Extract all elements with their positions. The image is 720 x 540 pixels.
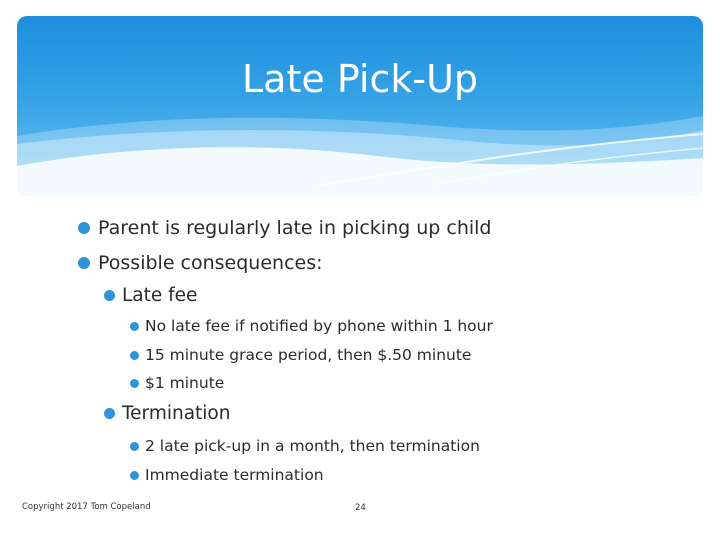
- bullet-icon: [130, 379, 139, 388]
- sub-sub-bullet: [130, 437, 480, 455]
- bullet-icon: [104, 408, 115, 419]
- title-banner: [17, 16, 703, 196]
- page-number: 24: [355, 503, 366, 513]
- bullet-text: No late fee if notified by phone within 1 hour: [145, 317, 493, 335]
- bullet-text: Immediate termination: [145, 466, 324, 484]
- bullet-text: Termination: [122, 403, 231, 424]
- bullet-text: Possible consequences:: [98, 252, 323, 274]
- sub-bullet-termination: [104, 403, 230, 424]
- bullet-icon: [130, 442, 139, 451]
- bullet-icon: [104, 290, 115, 301]
- bullet-text: Parent is regularly late in picking up child: [98, 217, 492, 239]
- bullet-icon: [130, 322, 139, 331]
- bullet-text: Late fee: [122, 285, 198, 306]
- sub-sub-bullet: [130, 466, 324, 484]
- sub-bullet-late-fee: [104, 285, 197, 306]
- bullet-icon: [78, 257, 90, 269]
- bullet-icon: [130, 351, 139, 360]
- bullet-text: $1 minute: [145, 374, 225, 392]
- footer-copyright: Copyright 2017 Tom Copeland: [22, 502, 151, 512]
- bullet-item: [78, 217, 491, 239]
- slide-title: Late Pick-Up: [242, 57, 478, 101]
- sub-sub-bullet: [130, 346, 471, 364]
- bullet-icon: [78, 222, 90, 234]
- bullet-text: 2 late pick-up in a month, then termination: [145, 437, 480, 455]
- sub-sub-bullet: [130, 317, 493, 335]
- sub-sub-bullet: [130, 374, 224, 392]
- bullet-item: [78, 252, 323, 274]
- bullet-icon: [130, 471, 139, 480]
- bullet-text: 15 minute grace period, then $.50 minute: [145, 346, 472, 364]
- banner-wave-decoration: [17, 16, 703, 196]
